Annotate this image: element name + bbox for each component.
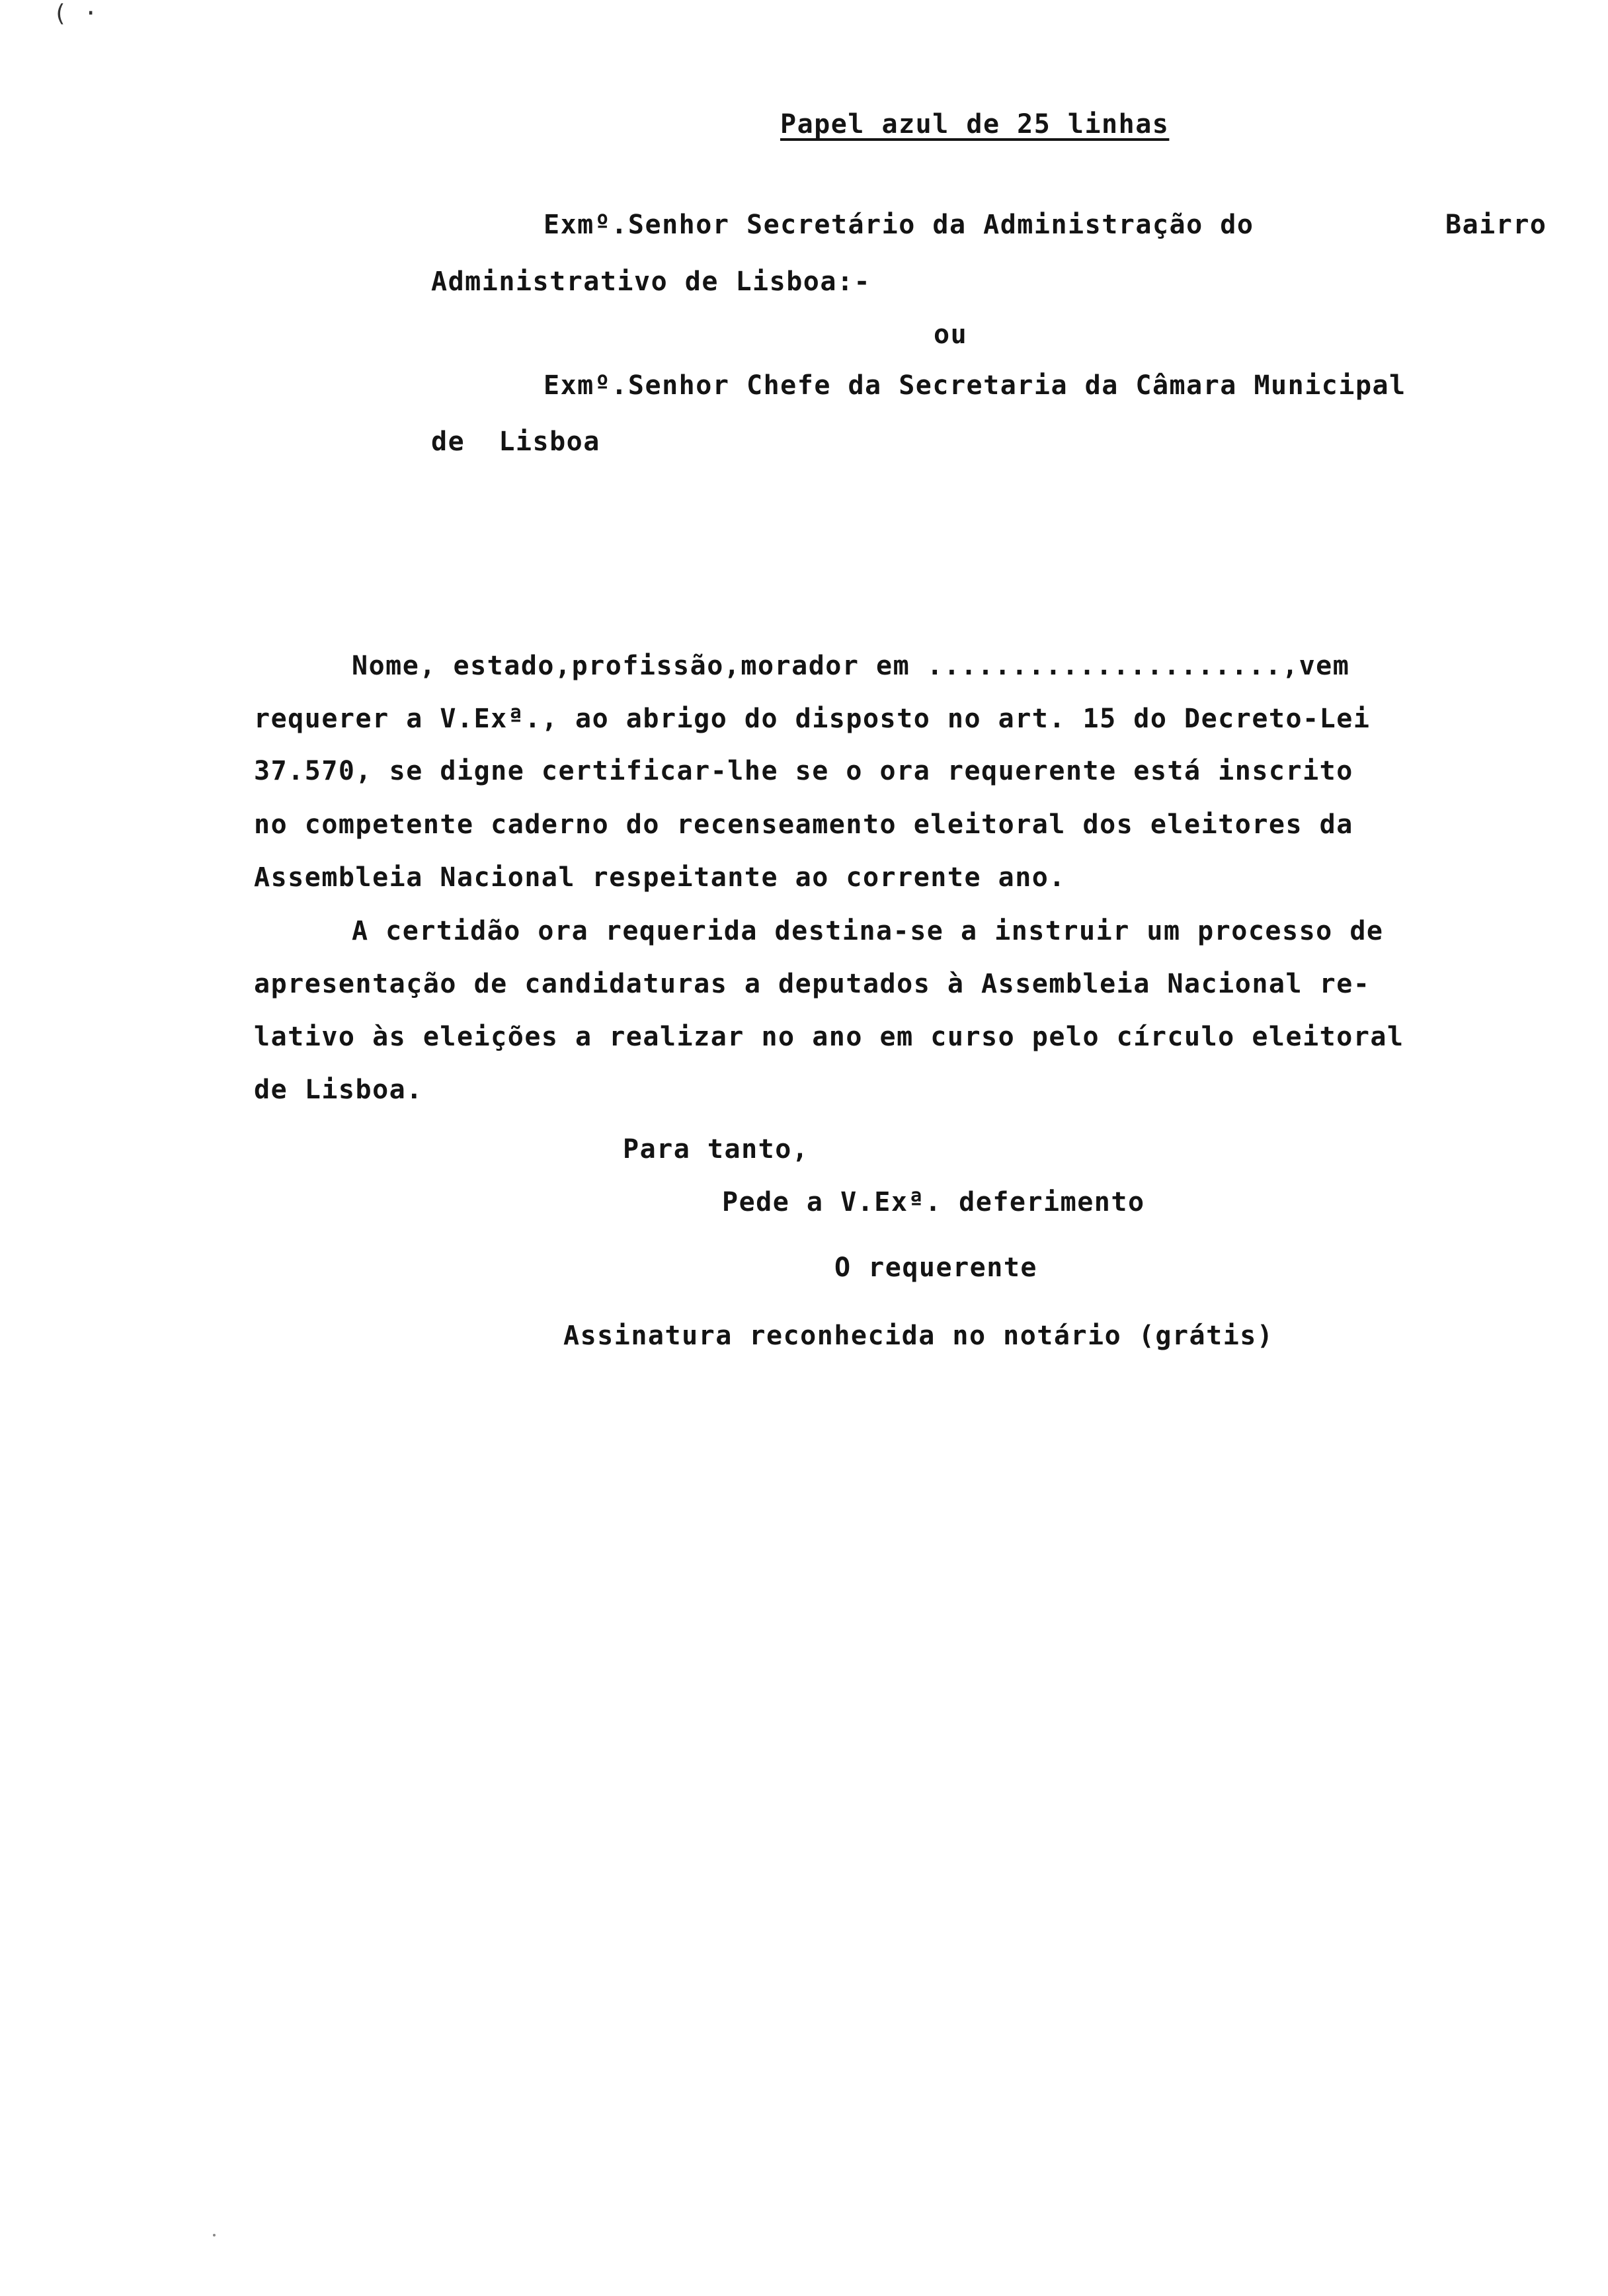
paper-speck [213, 2234, 216, 2236]
corner-mark: ( · [53, 0, 99, 27]
document-title: Papel azul de 25 linhas [780, 109, 1170, 140]
body-line-4: no competente caderno do recenseamento eleitoral dos eleitores da [254, 809, 1353, 840]
address-or: ou [934, 319, 968, 350]
body-line-8: lativo às eleições a realizar no ano em curso pelo círculo eleitoral [254, 1022, 1404, 1052]
body-line-7: apresentação de candidaturas a deputados à Assembleia Nacional re- [254, 969, 1371, 999]
address-line-1: Exmº.Senhor Secretário da Administração do [543, 210, 1254, 240]
address-line-1-end: Bairro [1445, 210, 1547, 240]
body-line-9: de Lisboa. [254, 1075, 423, 1105]
closing-para-tanto: Para tanto, [623, 1134, 809, 1165]
closing-pede: Pede a V.Exª. deferimento [722, 1187, 1145, 1217]
address-line-3: Exmº.Senhor Chefe da Secretaria da Câmara Municipal [543, 370, 1406, 401]
body-line-1: Nome, estado,profissão,morador em .....................,vem [352, 651, 1350, 681]
closing-requerente: O requerente [834, 1252, 1037, 1283]
address-line-2: Administrativo de Lisboa:- [431, 266, 871, 297]
address-line-4: de Lisboa [431, 427, 600, 457]
body-line-3: 37.570, se digne certificar-lhe se o ora requerente está inscrito [254, 756, 1353, 786]
body-line-5: Assembleia Nacional respeitante ao corrente ano. [254, 862, 1066, 893]
body-line-6: A certidão ora requerida destina-se a instruir um processo de [352, 916, 1384, 946]
closing-assinatura: Assinatura reconhecida no notário (grátis) [563, 1321, 1274, 1351]
body-line-2: requerer a V.Exª., ao abrigo do disposto no art. 15 do Decreto-Lei [254, 704, 1371, 734]
